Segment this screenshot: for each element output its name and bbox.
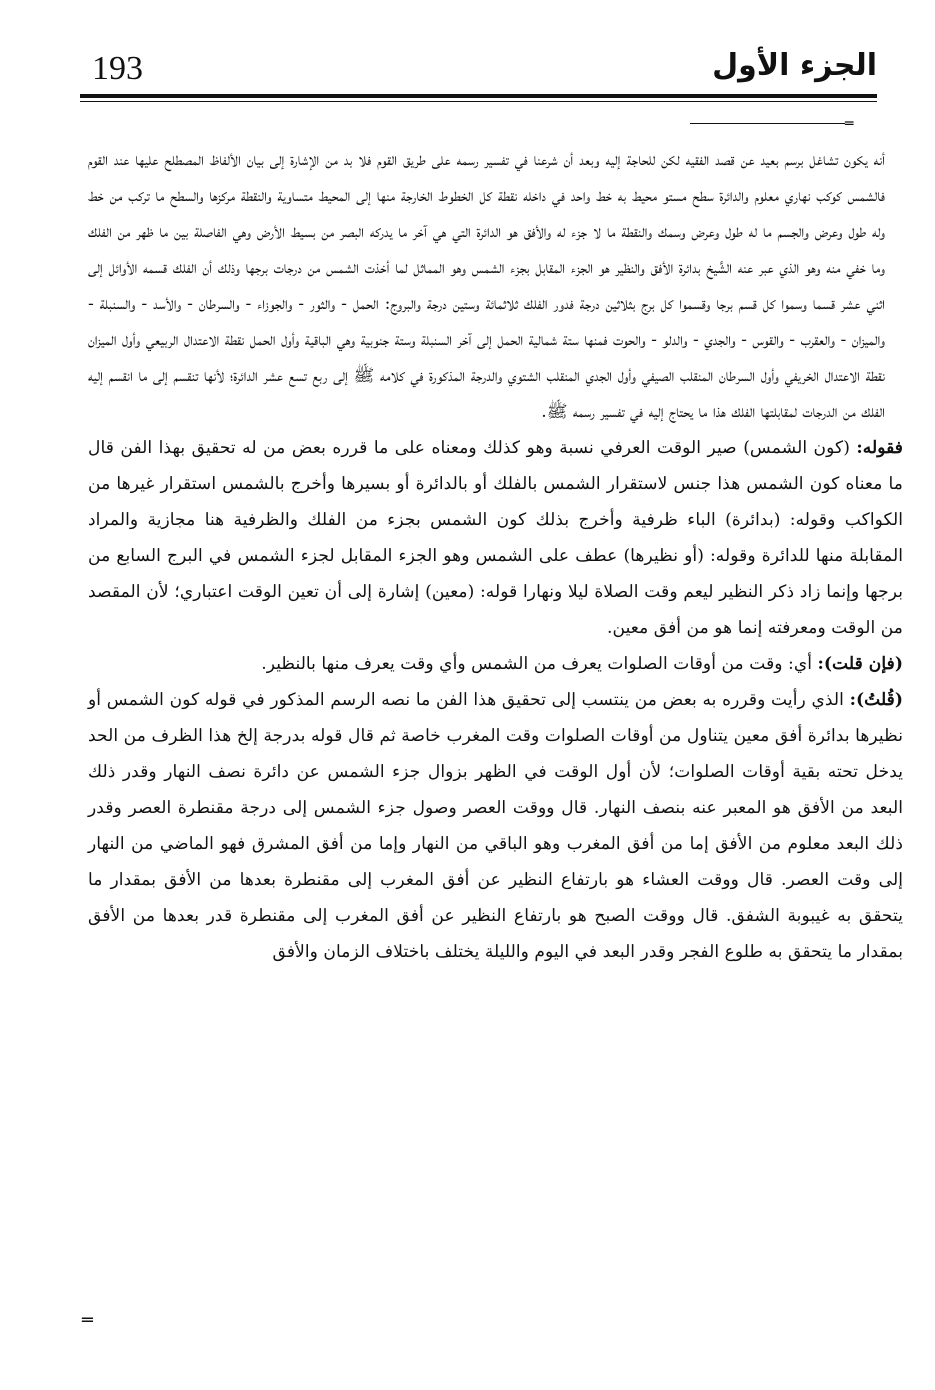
- continuation-rule: [690, 123, 845, 124]
- page-header: [80, 40, 877, 104]
- paragraph-answer: [88, 682, 903, 970]
- paragraph-lead: (فإن قلت):: [817, 654, 903, 674]
- paragraph-intro: [88, 142, 885, 430]
- paragraph-lead: فقوله:: [856, 438, 903, 458]
- continuation-mark: ═: [845, 116, 854, 132]
- paragraph-text: (كون الشمس) صير الوقت العرفي نسبة وهو كذلك ومعناه على ما قرره بعض من له تحقيق بهذا الفن قال ما معناه كون الشمس هذا جنس لاستقرار الشمس بالفلك أو بالدائرة أو بسيرها وأخرج بالشمس استقرار غيرها من الكواكب وقوله: (بدائرة) الباء ظرفية وأخرج بذلك كون الشمس بجزء من الفلك والظرفية هنا مجازية والمراد المقابلة منها للدائرة وقوله: (أو نظيرها) عطف على الشمس وهو الجزء المقابل لجزء الشمس في البرج السابع من برجها وإنما زاد ذكر النظير ليعم وقت الصلاة ليلا ونهارا قوله: (معين) إشارة إلى أن تعين الوقت اعتباري؛ لأن المقصد من الوقت ومعرفته إنما هو من أفق معين.: [88, 438, 903, 638]
- header-rule-thin: [80, 101, 877, 102]
- page-number: 193: [92, 50, 143, 87]
- paragraph-text: أنه يكون تشاغل برسم بعيد عن قصد الفقيه لكن للحاجة إليه وبعد أن شرعنا في تفسير رسمه على طريق القوم فلا بد من الإشارة إلى بيان الألفاظ المصطلح عليها عند القوم فالشمس كوكب نهاري معلوم والدائرة سطح مستو محيط به خط واحد في داخله نقطة كل الخطوط الخارجة منها إلى المحيط متساوية والنقطة مركزها والسطح ما تركب من خط وله طول وعرض والجسم ما له طول وعرض وسمك والنقطة ما لا جزء له والأفق هو الدائرة التي هي آخر ما يدركه البصر من بسيط الأرض وهي الفاصلة بين ما ظهر من الفلك وما خفي منه وهو الذي عبر عنه الشَّيخ بدائرة الأفق والنظير هو الجزء المقابل بجزء الشمس وهو المماثل لما أخذت الشمس من درجات برجها وذلك أن الفلك قسمه الأوائل إلى اثني عشر قسما وسموا كل قسم برجا وقسموا كل برج بثلاثين درجة فدور الفلك ثلاثمائة وستين درجة والبروج: الحمل - والثور - والجوزاء - والسرطان - والأسد - والسنبلة - والميزان - والعقرب - والقوس - والجدي - والدلو - والحوت فمنها ستة شمالية الحمل إلى آخر السنبلة وستة جنوبية وهي الباقية وأول الحمل نقطة الاعتدال الربيعي وأول الميزان نقطة الاعتدال الخريفي وأول السرطان المنقلب الصيفي وأول الجدي المنقلب الشتوي والدرجة المذكورة في كلامه ﷺ إلى ربع تسع عشر الدائرة؛ لأنها تنقسم إلى ما انقسم إليه الفلك من الدرجات لمقابلتها الفلك هذا ما يحتاج إليه في تفسير رسمه ﷺ.: [88, 150, 885, 422]
- paragraph-text: أي: وقت من أوقات الصلوات يعرف من الشمس وأي وقت يعرف منها بالنظير.: [261, 654, 818, 674]
- page-body: [88, 142, 904, 970]
- paragraph-qawl: [88, 430, 903, 646]
- paragraph-lead: (قُلتُ):: [849, 690, 904, 710]
- paragraph-question: [88, 646, 903, 682]
- paragraph-text: الذي رأيت وقرره به بعض من ينتسب إلى تحقيق هذا الفن ما نصه الرسم المذكور في قوله كون الشمس أو نظيرها بدائرة أفق معين يتناول من أوقات الصلوات وقت المغرب خاصة ثم قال قوله بدرجة إلخ هذا الظرف من الحد يدخل تحته بقية أوقات الصلوات؛ لأن أول الوقت في الظهر بزوال جزء الشمس عن دائرة نصف النهار وقدر ذلك البعد من الأفق هو المعبر عنه بنصف النهار. قال ووقت العصر وصول جزء الشمس إلى درجة مقنطرة العصر وقدر ذلك البعد معلوم من الأفق إما من أفق المغرب وهو الباقي من النهار وإما من أفق المشرق فهو الماضي من النهار إلى وقت العصر. قال ووقت العشاء هو بارتفاع النظير عن أفق المغرب إلى مقنطرة بعدها من الأفق بمقدار ما يتحقق به غيبوبة الشفق. قال ووقت الصبح هو بارتفاع النظير عن أفق المغرب إلى مقنطرة قدر بعدها من الأفق بمقدار ما يتحقق به طلوع الفجر وقدر البعد في اليوم والليلة يختلف باختلاف الزمان والأفق: [88, 690, 903, 962]
- page-end-mark: ═: [82, 1310, 93, 1331]
- header-rule-thick: [80, 94, 877, 98]
- part-title: الجزء الأول: [712, 48, 877, 83]
